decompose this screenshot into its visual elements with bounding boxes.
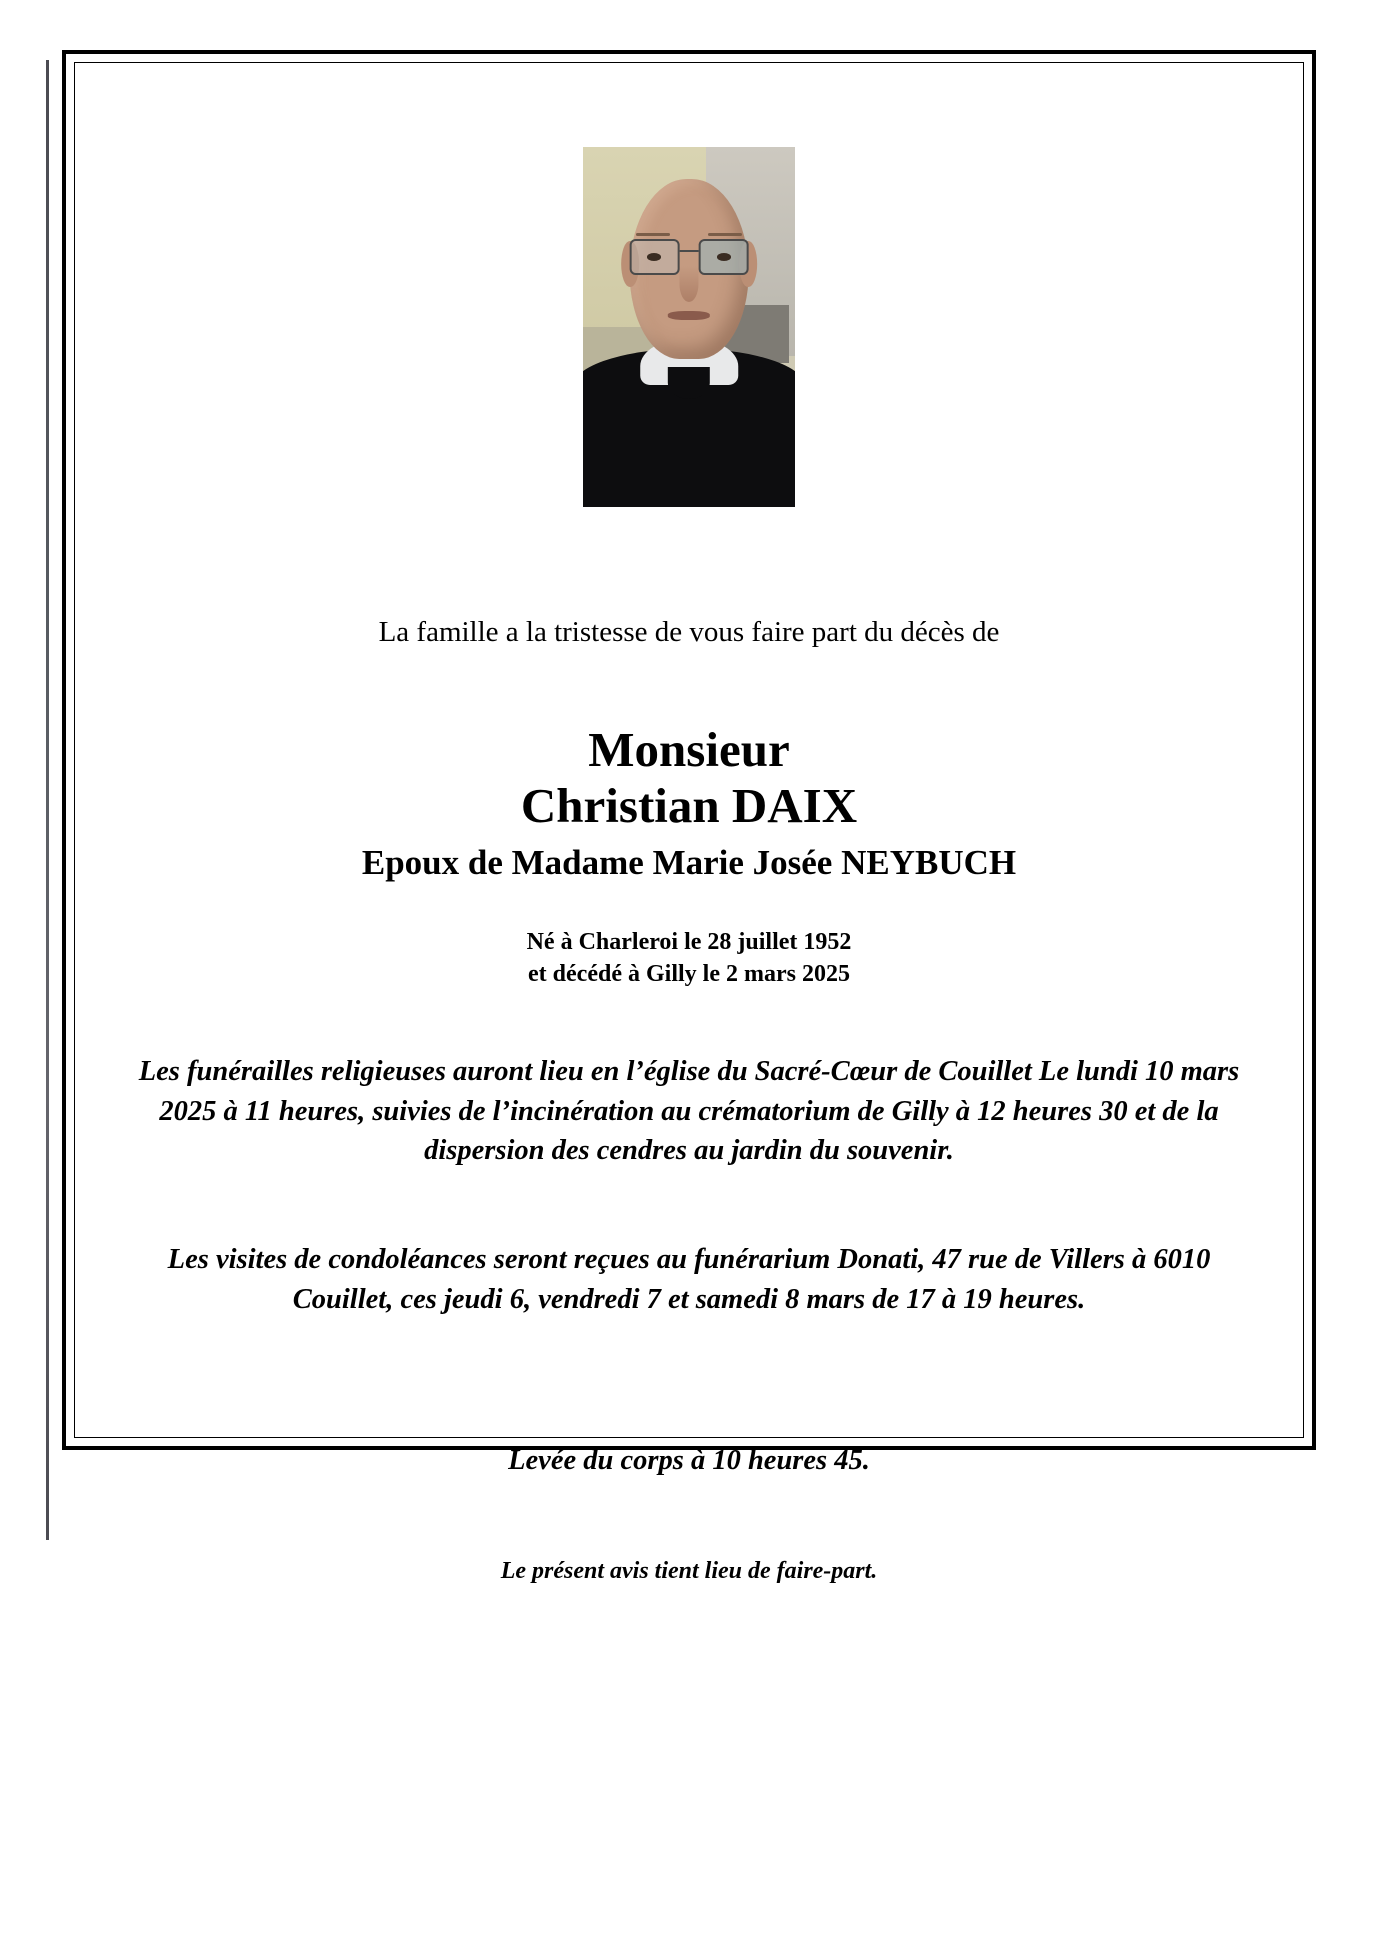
announcement-text: La famille a la tristesse de vous faire part du décès de — [378, 616, 1000, 648]
birth-line: Né à Charleroi le 28 juillet 1952 — [526, 928, 852, 955]
honorific-title: Monsieur — [588, 721, 790, 777]
name-block — [115, 722, 1263, 884]
photo-brow-left — [636, 233, 670, 236]
memorial-content — [75, 63, 1303, 1585]
deceased-name: Christian DAIX — [520, 777, 858, 833]
memorial-card-inner-border — [74, 62, 1304, 1585]
death-line: et décédé à Gilly le 2 mars 2025 — [528, 960, 850, 987]
portrait-image — [583, 147, 795, 507]
spouse-line: Epoux de Madame Marie Josée NEYBUCH — [361, 842, 1017, 882]
page-edge-artifact — [46, 60, 49, 1540]
notice-line: Le présent avis tient lieu de faire-part. — [500, 1558, 878, 1585]
photo-nose — [679, 266, 698, 302]
photo-brow-right — [708, 233, 742, 236]
dates-block — [115, 926, 1263, 991]
memorial-card — [62, 50, 1316, 1585]
portrait-photo — [583, 147, 795, 507]
photo-mouth — [668, 311, 710, 320]
levee-du-corps: Levée du corps à 10 heures 45. — [508, 1444, 870, 1476]
funeral-details: Les funérailles religieuses auront lieu en l’église du Sacré-Cœur de Couillet Le lundi 10 mars 2025 à 11 heures, suivies de l’incinération au crématorium de Gilly à 12 heures 30 et de la dispersion des cendres au jardin du souvenir. — [138, 1056, 1240, 1166]
photo-glasses-bridge — [680, 250, 699, 252]
condolences-details: Les visites de condoléances seront reçues au funérarium Donati, 47 rue de Villers à 6010 Couillet, ces jeudi 6, vendredi 7 et samedi 8 mars de 17 à 19 heures. — [167, 1244, 1211, 1315]
